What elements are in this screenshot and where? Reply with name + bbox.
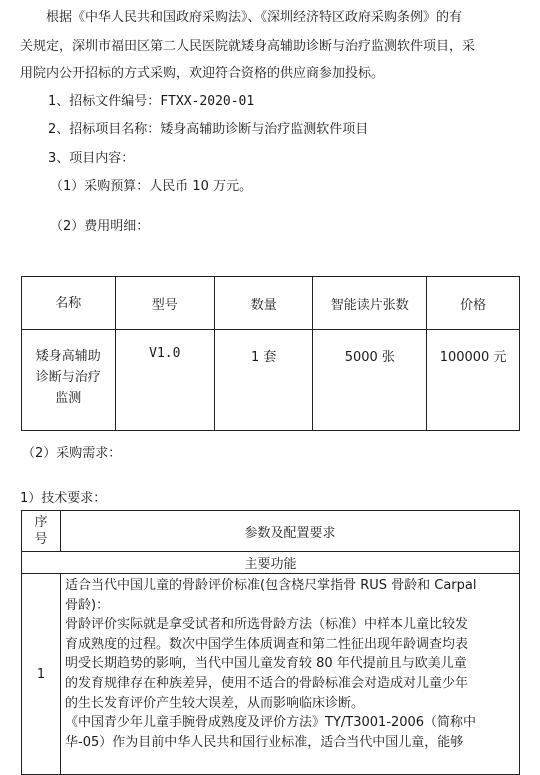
tech-item-text: [61, 574, 520, 775]
tech-header-param: 参数及配置要求: [61, 511, 520, 552]
tech-item-line: 适合当代中国儿童的骨龄评价标准(包含桡尺掌指骨 RUS 骨龄和 Carpal: [65, 578, 477, 593]
content-heading: 3、项目内容：: [48, 151, 135, 166]
intro-line-2: 关规定，深圳市福田区第二人民医院就矮身高辅助诊断与治疗监测软件项目，采: [20, 39, 476, 54]
tech-item-line: 《中国青少年儿童手腕骨成熟度及评价方法》TY/T3001-2006（简称中: [65, 715, 477, 731]
tech-item-line: 的发育规律存在种族差异，使用不适合的骨龄标准会对造成对儿童少年: [65, 675, 469, 691]
fee-cell-reader: 5000 张: [313, 330, 427, 431]
tech-item-line: 明受长期趋势的影响，当代中国儿童发育较 80 年代提前且与欧美儿童: [65, 656, 467, 672]
intro-line-1: 根据《中华人民共和国政府采购法》、《深圳经济特区政府采购条例》的有: [46, 10, 463, 25]
fee-cell-price: 100000 元: [427, 330, 520, 431]
fee-header-name: 名称: [22, 277, 116, 330]
fee-cell-model: V1.0: [115, 330, 214, 431]
tech-main-function-row: [22, 552, 520, 574]
tech-item-number: 1: [22, 574, 61, 775]
fee-cell-name-line: 诊断与治疗: [35, 370, 101, 385]
fee-header-model: 型号: [115, 277, 214, 330]
fee-cell-name-line: 监测: [55, 391, 82, 406]
tech-item-line: 的生长发育评价产生较大误差，从而影响临床诊断。: [65, 695, 365, 711]
tech-item-line: 华-05）作为目前中华人民共和国行业标准，适合当代中国儿童，能够: [65, 734, 464, 750]
fee-cell-name: [22, 330, 116, 431]
fee-cell-qty: 1 套: [214, 330, 312, 431]
fee-table: [21, 276, 520, 431]
fee-table-header-row: [22, 277, 520, 330]
budget-line: （1）采购预算：人民币 10 万元。: [50, 179, 253, 194]
requirements-heading: （2）采购需求：: [22, 446, 122, 461]
tech-header-seq: [22, 511, 61, 552]
fee-cell-name-line: 矮身高辅助: [35, 349, 101, 364]
table-row: [22, 574, 520, 775]
tech-header-seq-line: 序: [34, 515, 48, 530]
tech-main-function: 主要功能: [22, 552, 520, 574]
tech-header-seq-line: 号: [34, 532, 48, 547]
doc-number-value: FTXX-2020-01: [160, 94, 255, 109]
tech-table-header-row: [22, 511, 520, 552]
tech-item-line: 骨龄评价实际就是拿受试者和所选骨龄方法（标准）中样本儿童比较发: [65, 617, 469, 633]
project-name: 2、招标项目名称：矮身高辅助诊断与治疗监测软件项目: [48, 122, 369, 137]
tech-item-line: 育成熟度的过程。数次中国学生体质调查和第二性征出现年龄调查均表: [65, 636, 469, 652]
intro-line-3: 用院内公开招标的方式采购，欢迎符合资格的供应商参加投标。: [20, 66, 385, 81]
fee-header-reader: 智能读片张数: [313, 277, 427, 330]
tech-heading: 1）技术要求：: [20, 491, 107, 506]
fee-header-qty: 数量: [214, 277, 312, 330]
tech-item-line: 骨龄)：: [65, 597, 110, 613]
table-row: [22, 330, 520, 431]
doc-number-label: 1、招标文件编号：: [48, 94, 161, 109]
fee-header-price: 价格: [427, 277, 520, 330]
tech-table: [21, 510, 520, 775]
fee-heading: （2）费用明细：: [50, 219, 150, 234]
doc-number: [48, 92, 254, 112]
